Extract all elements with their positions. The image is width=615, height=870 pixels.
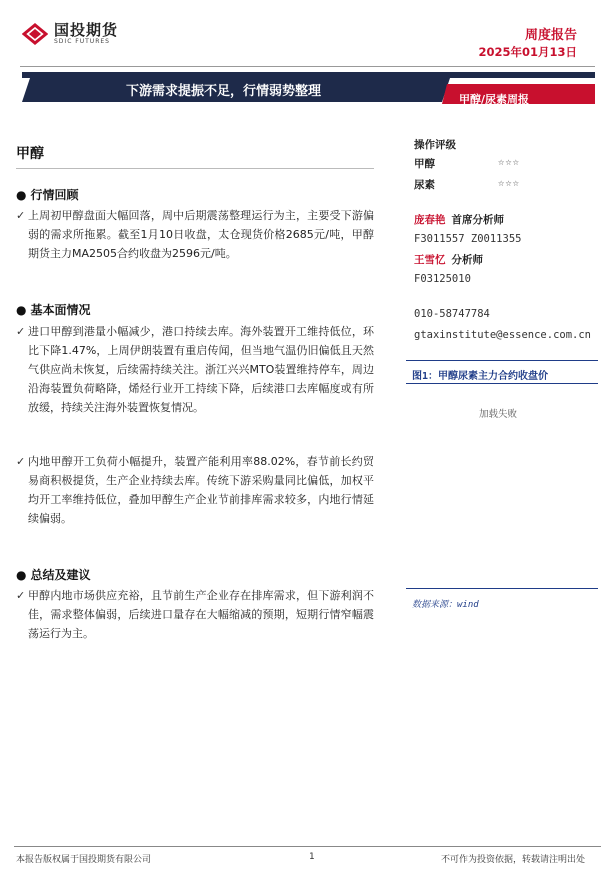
page-title: 甲醇 bbox=[16, 146, 44, 162]
bullet-icon: ● bbox=[16, 303, 27, 317]
section-heading-summary: ● 总结及建议 bbox=[16, 568, 91, 582]
page-number: 1 bbox=[309, 852, 315, 862]
logo-name-cn: 国投期货 bbox=[54, 21, 119, 39]
contact-email[interactable]: gtaxinstitute@essence.com.cn bbox=[414, 329, 592, 341]
footer-disclaimer: 不可作为投资依据，转载请注明出处 bbox=[440, 855, 585, 865]
banner-tag: 甲醇/尿素周报 bbox=[459, 93, 530, 106]
rating-row-methanol: 甲醇 ☆☆☆ bbox=[414, 156, 520, 170]
analyst-2-ids: F03125010 bbox=[414, 273, 471, 285]
paragraph-summary: ✓ 甲醇内地市场供应充裕，且节前生产企业存在排库需求，但下游利润不佳，需求整体偏弱，后续进口量存在大幅缩减的预期，短期行情窄幅震荡运行为主。 bbox=[16, 586, 374, 643]
header-divider bbox=[20, 66, 595, 67]
figure-top-rule bbox=[406, 360, 598, 361]
analyst-2: 王雪忆 分析师 bbox=[414, 254, 483, 266]
check-icon: ✓ bbox=[16, 209, 26, 222]
check-icon: ✓ bbox=[16, 325, 26, 338]
rating-title: 操作评级 bbox=[414, 139, 456, 151]
section-heading-fundamentals: ● 基本面情况 bbox=[16, 303, 91, 317]
bullet-icon: ● bbox=[16, 188, 27, 202]
figure-source: 数据来源：wind bbox=[412, 600, 479, 610]
figure-title: 图1：甲醇尿素主力合约收盘价 bbox=[412, 371, 549, 382]
contact-phone: 010-58747784 bbox=[414, 308, 490, 320]
footer-divider bbox=[14, 846, 601, 847]
bullet-icon: ● bbox=[16, 568, 27, 582]
check-icon: ✓ bbox=[16, 455, 26, 468]
paragraph-fundamentals-1: ✓ 进口甲醇到港量小幅减少，港口持续去库。海外装置开工维持低位，环比下降1.47%，上周伊朗装置有重启传闻，但当地气温仍旧偏低且天然气供应尚未恢复，后续需持续关注。浙江兴兴MTO装置维持停车，周边沿海装置负荷略降，烯烃行业开工持续下降，后续港口去库幅度或有所放缓，持续关注海外装置恢复情况。 bbox=[16, 322, 374, 417]
logo-icon bbox=[22, 23, 48, 45]
title-divider bbox=[16, 168, 374, 169]
logo-name-en: SDIC FUTURES bbox=[54, 38, 110, 45]
figure-bottom-rule bbox=[406, 588, 598, 589]
footer-copyright: 本报告版权属于国投期货有限公司 bbox=[16, 855, 152, 865]
section-heading-review: ● 行情回顾 bbox=[16, 188, 79, 202]
figure-title-rule bbox=[406, 383, 598, 384]
paragraph-review: ✓ 上周初甲醇盘面大幅回落，周中后期震荡整理运行为主，主要受下游偏弱的需求所拖累。截至1月10日收盘，太仓现货价格2685元/吨，甲醇期货主力MA2505合约收盘为2596元/吨。 bbox=[16, 206, 374, 263]
banner-title: 下游需求提振不足，行情弱势整理 bbox=[126, 84, 322, 99]
rating-row-urea: 尿素 ☆☆☆ bbox=[414, 177, 520, 191]
figure-load-failed: 加载失败 bbox=[479, 409, 518, 420]
analyst-1: 庞春艳 首席分析师 bbox=[414, 214, 504, 226]
star-rating-icon: ☆☆☆ bbox=[498, 156, 520, 168]
star-rating-icon: ☆☆☆ bbox=[498, 177, 520, 189]
report-date: 2025年01月13日 bbox=[478, 45, 577, 59]
report-type: 周度报告 bbox=[524, 28, 577, 43]
analyst-1-ids: F3011557 Z0011355 bbox=[414, 233, 522, 245]
company-logo bbox=[22, 22, 118, 46]
check-icon: ✓ bbox=[16, 589, 26, 602]
paragraph-fundamentals-2: ✓ 内地甲醇开工负荷小幅提升，装置产能利用率88.02%，春节前长约贸易商积极提货，生产企业持续去库。传统下游采购量同比偏低，加权平均开工率维持低位，叠加甲醇生产企业节前排库需求较多，内地行情延续偏弱。 bbox=[16, 452, 374, 528]
